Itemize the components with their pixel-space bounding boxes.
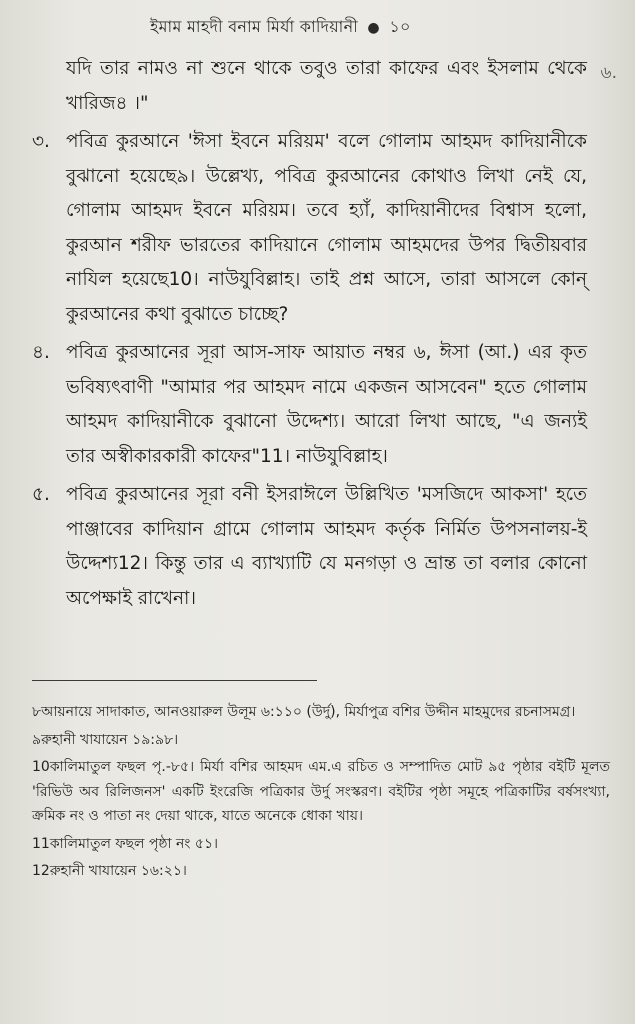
footnote: 11কালিমাতুল ফছল পৃষ্ঠা নং ৫১। xyxy=(32,835,219,852)
running-title: ইমাম মাহদী বনাম মির্যা কাদিয়ানী xyxy=(150,17,358,36)
continuation-paragraph xyxy=(32,52,587,121)
item-number: ৩. xyxy=(32,131,50,152)
bleed-through-number: ৬. xyxy=(600,63,617,83)
list-item xyxy=(32,478,587,616)
footnote-divider xyxy=(32,680,317,681)
item-text: পবিত্র কুরআনের সূরা বনী ইসরাঈলে উল্লিখিত 'মসজিদে আকসা' হতে পাঞ্জাবের কাদিয়ান গ্রামে গোলাম আহমদ কর্তৃক নির্মিত উপসনালয়-ই উদ্দেশ্য12। কিন্তু তার এ ব্যাখ্যাটি যে মনগড়া ও ভ্রান্ত তা বলার কোনো অপেক্ষাই রাখেনা। xyxy=(66,484,587,609)
item-text: পবিত্র কুরআনে 'ঈসা ইবনে মরিয়ম' বলে গোলাম আহমদ কাদিয়ানীকে বুঝানো হয়েছে৯। উল্লেখ্য, পবিত্র কুরআনের কোথাও লিখা নেই যে, গোলাম আহমদ ইবনে মরিয়ম। তবে হ্যাঁ, কাদিয়ানীদের বিশ্বাস হলো, কুরআন শরীফ ভারতের কাদিয়ানে গোলাম আহমদের উপর দ্বিতীয়বার নাযিল হয়েছে10। নাউযুবিল্লাহ। তাই প্রশ্ন আসে, তারা আসলে কোন্ কুরআনের কথা বুঝাতে চাচ্ছে? xyxy=(66,131,587,325)
bullet-icon: ● xyxy=(367,20,380,36)
footnotes xyxy=(32,700,610,887)
footnote: 12রুহানী খাযায়েন ১৬:২১। xyxy=(32,863,187,879)
item-text: পবিত্র কুরআনের সূরা আস-সাফ আয়াত নম্বর ৬, ঈসা (আ.) এর কৃত ভবিষ্যৎবাণী "আমার পর আহমদ নামে একজন আসবেন" হতে গোলাম আহমদ কাদিয়ানীকে বুঝানো উদ্দেশ্য। আরো লিখা আছে, "এ জন্যই তার অস্বীকারকারী কাফের"11। নাউযুবিল্লাহ। xyxy=(66,342,587,467)
running-header xyxy=(150,14,590,41)
list-item xyxy=(32,336,587,474)
item-number: ৪. xyxy=(32,342,50,363)
item-number: ৫. xyxy=(32,484,50,505)
page-number: ১০ xyxy=(389,17,411,36)
list-item xyxy=(32,125,587,332)
main-text xyxy=(32,52,587,616)
continuation-text: যদি তার নামও না শুনে থাকে তবুও তারা কাফের এবং ইসলাম থেকে খারিজ৪ ।" xyxy=(66,58,587,114)
footnote: 10কালিমাতুল ফছল পৃ.-৮৫। মির্যা বশির আহমদ এম.এ রচিত ও সম্পাদিত মোট ৯৫ পৃষ্ঠার বইটি মূলত 'রিভিউ অব রিলিজনস' একটি ইংরেজি পত্রিকার উর্দু সংস্করণ। বইটির পৃষ্ঠা সমূহে পত্রিকাটির বর্ষসংখ্যা, ক্রমিক নং ও পাতা নং দেয়া থাকে, যাতে অনেকে ধোকা খায়। xyxy=(32,759,610,824)
footnote: ৮আয়নায়ে সাদাকাত, আনওয়ারুল উলূম ৬:১১০ (উর্দু), মির্যাপুত্র বশির উদ্দীন মাহমুদের রচনাসমগ্র। xyxy=(32,704,576,720)
footnote: ৯রুহানী খাযায়েন ১৯:৯৮। xyxy=(32,731,179,748)
